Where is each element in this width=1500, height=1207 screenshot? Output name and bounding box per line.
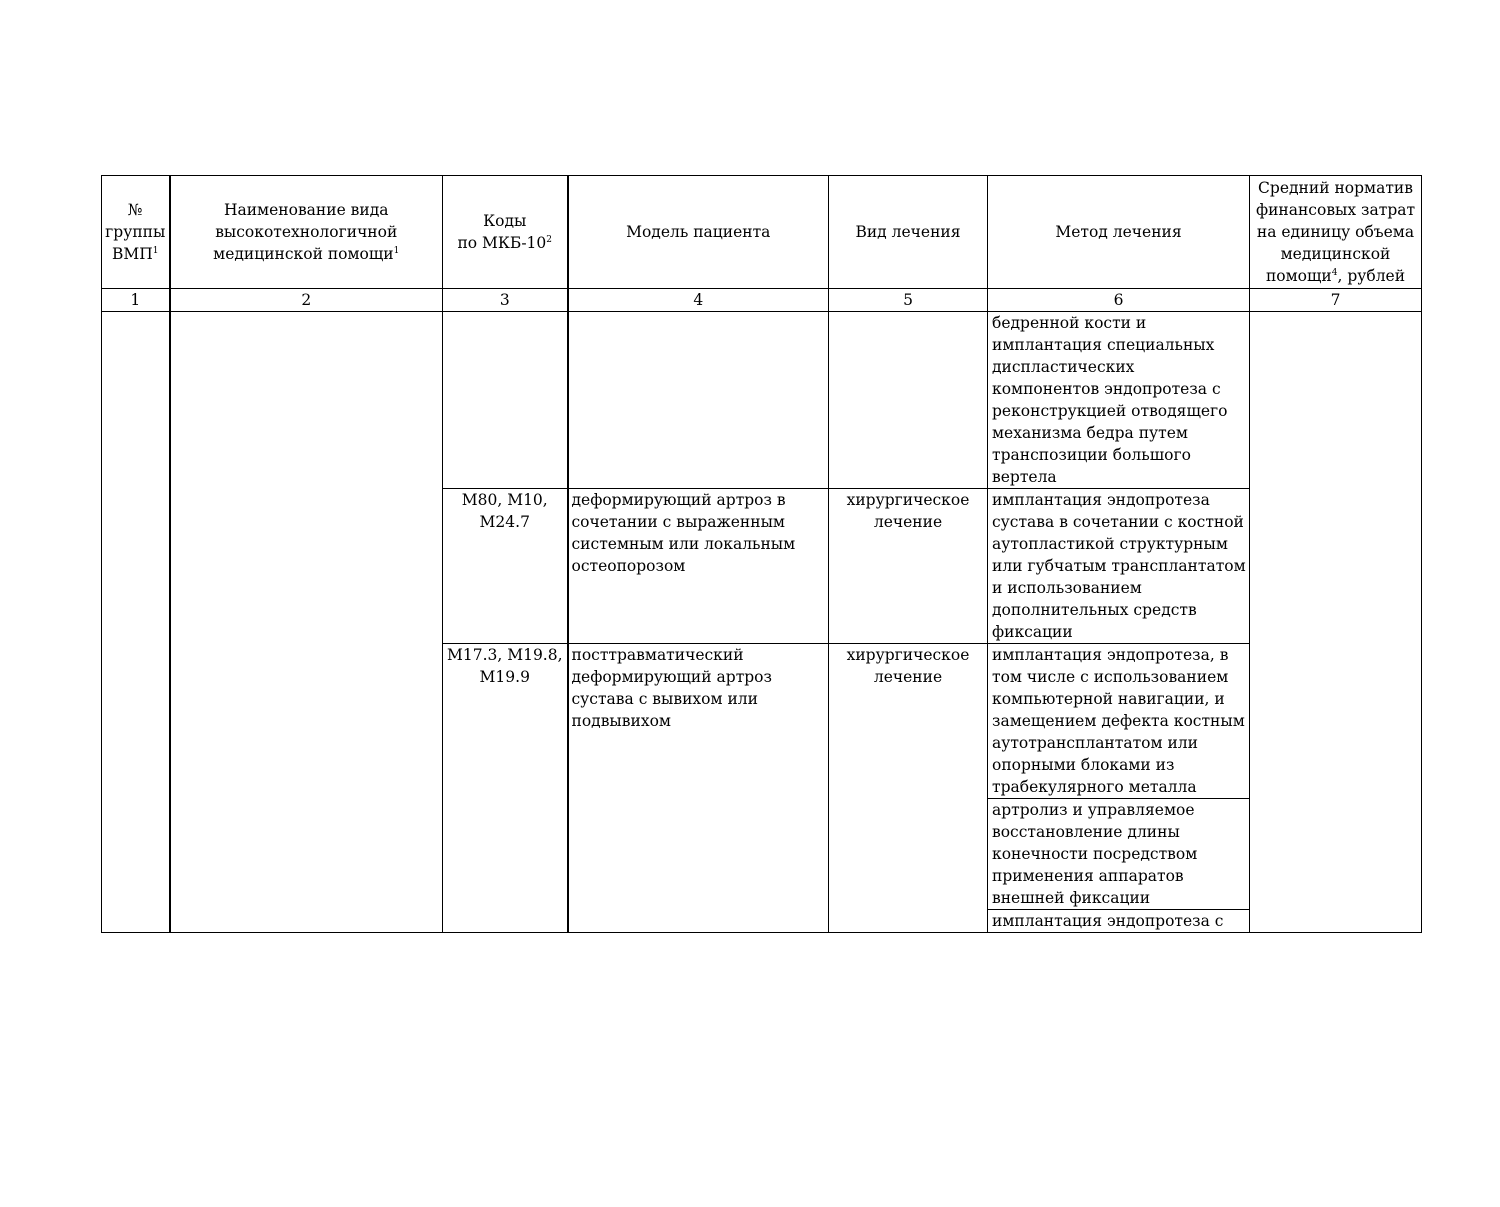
column-number: 6 xyxy=(988,289,1250,312)
treatment-method-cell: артролиз и управляемое восстановление длины конечности посредством применения аппаратов внешней фиксации xyxy=(988,799,1250,910)
header-vmp-name: Наименование вида высокотехнологичной медицинской помощи$^1$ xyxy=(170,176,443,289)
treatment-type-cell: хирургическое лечение xyxy=(829,489,988,644)
header-average-cost: Средний норматив финансовых затрат на единицу объема медицинской помощи$^4$, рублей xyxy=(1250,176,1422,289)
column-number: 1 xyxy=(102,289,170,312)
header-treatment-method: Метод лечения xyxy=(988,176,1250,289)
treatment-type-cell xyxy=(829,312,988,489)
header-treatment-type: Вид лечения xyxy=(829,176,988,289)
header-row xyxy=(102,176,1422,289)
patient-model-cell: посттравматический деформирующий артроз сустава с вывихом или подвывихом xyxy=(568,644,829,933)
codes-cell xyxy=(443,312,568,489)
column-number: 7 xyxy=(1250,289,1422,312)
table-row xyxy=(102,312,1422,489)
header-patient-model: Модель пациента xyxy=(568,176,829,289)
treatment-method-cell: бедренной кости и имплантация специальных диспластических компонентов эндопротеза с реконструкцией отводящего механизма бедра путем транспозиции большого вертела xyxy=(988,312,1250,489)
treatment-method-cell: имплантация эндопротеза с xyxy=(988,910,1250,933)
patient-model-cell xyxy=(568,312,829,489)
average-cost-cell xyxy=(1250,312,1422,933)
codes-cell: M80, M10, M24.7 xyxy=(443,489,568,644)
treatment-type-cell: хирургическое лечение xyxy=(829,644,988,933)
treatment-method-cell: имплантация эндопротеза сустава в сочетании с костной аутопластикой структурным или губчатым трансплантатом и использованием дополнительных средств фиксации xyxy=(988,489,1250,644)
patient-model-cell: деформирующий артроз в сочетании с выраженным системным или локальным остеопорозом xyxy=(568,489,829,644)
header-icd-codes: Коды по МКБ-$10^2$ xyxy=(443,176,568,289)
codes-cell: M17.3, M19.8, M19.9 xyxy=(443,644,568,933)
column-number: 4 xyxy=(568,289,829,312)
column-number-row xyxy=(102,289,1422,312)
group-number-cell xyxy=(102,312,170,933)
vmp-table xyxy=(101,175,1422,933)
column-number: 3 xyxy=(443,289,568,312)
treatment-method-cell: имплантация эндопротеза, в том числе с использованием компьютерной навигации, и замещением дефекта костным аутотрансплантатом или опорными блоками из трабекулярного металла xyxy=(988,644,1250,799)
column-number: 5 xyxy=(829,289,988,312)
header-group-number: № группы ВМП$^1$ xyxy=(102,176,170,289)
vmp-name-cell xyxy=(170,312,443,933)
column-number: 2 xyxy=(170,289,443,312)
